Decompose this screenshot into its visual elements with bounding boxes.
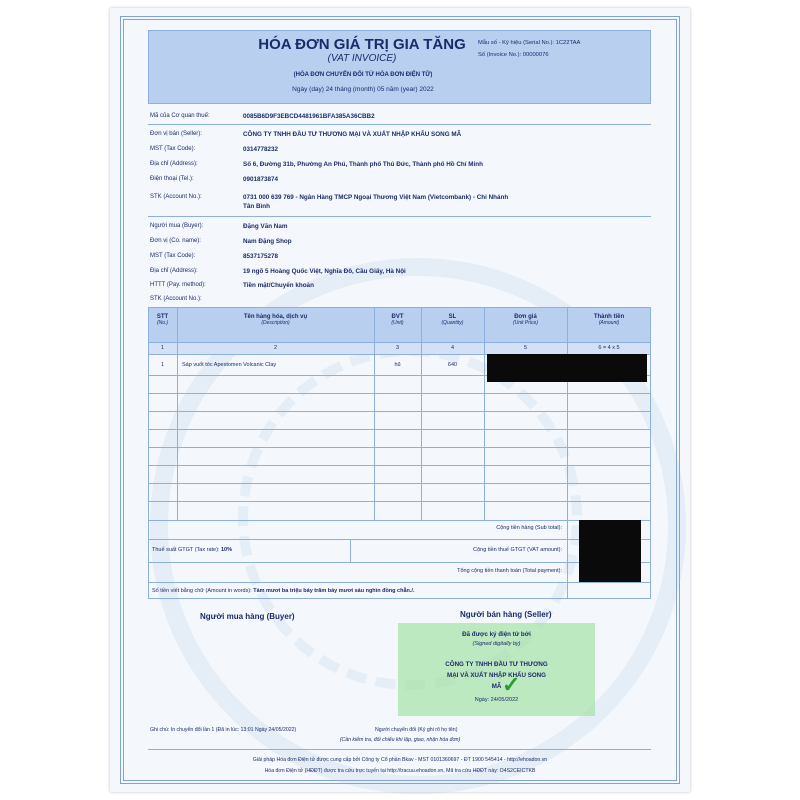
col-header-unit-price: [484, 314, 567, 326]
buyer-person-label: Người mua (Buyer):: [150, 223, 204, 229]
seller-account-line1: 0731 000 639 769 - Ngân Hàng TMCP Ngoại Thương Việt Nam (Vietcombank) - Chi Nhánh: [243, 194, 509, 201]
buyer-payment-label: HTTT (Pay. method):: [150, 282, 206, 288]
redacted-totals: [579, 520, 641, 582]
col-divider: [350, 539, 351, 562]
vat-rate-row: [152, 547, 352, 553]
col-header-unit: [374, 314, 421, 326]
col-divider: [567, 308, 568, 599]
vat-rate-label: Thuế suất GTGT (Tax rate):: [152, 547, 220, 553]
divider: [148, 124, 651, 125]
col-divider: [177, 308, 178, 520]
amount-in-words: Tám mươi ba triệu bảy trăm bảy mươi sáu nghìn đồng chẵn./.: [253, 588, 415, 594]
tax-authority-label: Mã của Cơ quan thuế:: [150, 113, 210, 119]
index-cell: 2: [273, 345, 278, 351]
buyer-person: Đặng Văn Nam: [243, 223, 288, 230]
signer-company-line3: MÃ: [491, 683, 502, 690]
signer-company-line1: CÔNG TY TNHH ĐẦU TƯ THƯƠNG: [445, 661, 548, 668]
invoice-title: HÓA ĐƠN GIÁ TRỊ GIA TĂNG: [258, 36, 466, 53]
signature-check-icon: ✓: [502, 672, 521, 697]
invoice-subtitle: (VAT INVOICE): [327, 53, 397, 64]
template-serial: Mẫu số - Ký hiệu (Serial No.): 1C22TAA: [478, 40, 581, 46]
amount-in-words-row: [152, 588, 648, 594]
sign-date: Ngày: 24/05/2022: [474, 697, 519, 703]
buyer-payment: Tiền mặt/Chuyển khoản: [243, 282, 314, 289]
redacted-price-amount: [487, 354, 647, 382]
col-header-quantity-vi: SL: [448, 314, 457, 320]
footer-line1: Giải pháp Hóa đơn Điện tử được cung cấp bởi Công ty Cổ phần Bkav - MST 0101360697 - ĐT 1900 545414 - http://ehoadon.vn: [252, 757, 548, 763]
row-divider: [148, 342, 651, 343]
col-divider: [484, 308, 485, 520]
col-header-description-vi: Tên hàng hóa, dịch vụ: [243, 314, 308, 320]
invoice-number: Số (Invoice No.): 00000076: [478, 52, 549, 58]
col-header-amount-en: (Amount): [598, 320, 620, 326]
item-unit: hũ: [394, 362, 401, 368]
buyer-company: Nam Đặng Shop: [243, 238, 292, 245]
buyer-address-label: Địa chỉ (Address):: [150, 268, 198, 274]
row-divider: [148, 520, 651, 521]
row-divider: [148, 447, 651, 448]
item-no: 1: [160, 362, 165, 368]
divider: [148, 216, 651, 217]
converter-note: Người chuyển đổi (Ký ghi rõ họ tên): [375, 727, 458, 733]
col-header-unit-en: (Unit): [391, 320, 404, 326]
seller-address: Số 6, Đường 31b, Phường An Phú, Thành phố Thủ Đức, Thành phố Hồ Chí Minh: [243, 161, 483, 168]
index-cell: 5: [523, 345, 528, 351]
item-quantity: 640: [447, 362, 458, 368]
vat-rate-value: 10%: [220, 547, 232, 553]
row-divider: [148, 539, 651, 540]
divider: [148, 749, 651, 750]
seller-address-label: Địa chỉ (Address):: [150, 161, 198, 167]
col-header-unit-vi: ĐVT: [391, 314, 404, 320]
seller-tax-code: 0314778232: [243, 146, 279, 153]
total-payment-label: Tổng cộng tiền thanh toán (Total payment):: [457, 568, 562, 574]
subtotal-label: Cộng tiền hàng (Sub total):: [496, 525, 562, 531]
row-divider: [148, 501, 651, 502]
seller-phone-label: Điện thoại (Tel.):: [150, 176, 194, 182]
seller-name: CÔNG TY TNHH ĐẦU TƯ THƯƠNG MẠI VÀ XUẤT NHẬP KHẨU SONG MÃ: [243, 131, 462, 138]
seller-tax-label: MST (Tax Code):: [150, 146, 196, 152]
invoice-date: Ngày (day) 24 tháng (month) 05 năm (year) 2022: [292, 86, 434, 93]
buyer-address: 19 ngõ 5 Hoàng Quốc Việt, Nghĩa Đô, Cầu Giấy, Hà Nội: [243, 268, 406, 275]
signed-digitally-vi: Đã được ký điện tử bởi: [462, 631, 531, 638]
col-header-quantity: [421, 314, 484, 326]
col-header-no-vi: STT: [156, 314, 169, 320]
signer-company-line2: MẠI VÀ XUẤT NHẬP KHẨU SONG: [447, 672, 546, 679]
row-divider: [148, 483, 651, 484]
seller-signature-label: Người bán hàng (Seller): [460, 610, 552, 619]
conversion-note: (HÓA ĐƠN CHUYỂN ĐỔI TỪ HÓA ĐƠN ĐIỆN TỬ): [293, 72, 433, 78]
check-note: (Cần kiểm tra, đối chiếu khi lập, giao, nhận hóa đơn): [339, 737, 461, 743]
row-divider: [148, 582, 651, 583]
footer-line2: Hóa đơn Điện tử (HĐĐT) được tra cứu trực tuyến tại http://tracuu.ehoadon.vn, Mã tra cứu HĐĐT này: O4S2CEICTKB: [264, 768, 536, 774]
buyer-tax-label: MST (Tax Code):: [150, 253, 196, 259]
buyer-account-label: STK (Account No.):: [150, 296, 202, 302]
seller-account-line2: Tân Bình: [243, 203, 270, 210]
col-header-description: [177, 314, 374, 326]
index-cell: 1: [160, 345, 165, 351]
item-description: Sáp vuốt tóc Apestomen Volcanic Clay: [182, 362, 277, 368]
buyer-tax-code: 8537175278: [243, 253, 279, 260]
seller-account-label: STK (Account No.):: [150, 194, 202, 200]
col-header-amount: [567, 314, 651, 326]
amount-in-words-label: Số tiền viết bằng chữ (Amount in words):: [152, 588, 252, 594]
col-header-no-en: (No.): [156, 320, 169, 326]
index-cell: 4: [450, 345, 455, 351]
row-divider: [148, 562, 651, 563]
seller-phone: 0901873874: [243, 176, 279, 183]
col-header-no: [148, 314, 177, 326]
row-divider: [148, 411, 651, 412]
index-cell: 3: [395, 345, 400, 351]
buyer-signature-label: Người mua hàng (Buyer): [200, 612, 295, 621]
print-note: Ghi chú: In chuyển đổi lần 1 (Đã in lúc: 13:01 Ngày 24/05/2022): [150, 727, 297, 733]
col-divider: [421, 308, 422, 520]
col-header-amount-vi: Thành tiền: [593, 314, 625, 320]
col-header-quantity-en: (Quantity): [441, 320, 464, 326]
row-divider: [148, 429, 651, 430]
vat-amount-label: Cộng tiền thuế GTGT (VAT amount):: [473, 547, 562, 553]
col-header-unit-price-en: (Unit Price): [512, 320, 538, 326]
col-header-description-en: (Description): [261, 320, 290, 326]
col-header-unit-price-vi: Đơn giá: [514, 314, 537, 320]
col-divider: [374, 308, 375, 520]
seller-name-label: Đơn vị bán (Seller):: [150, 131, 202, 137]
index-cell: 6 = 4 x 5: [598, 345, 620, 351]
tax-authority-code: 0085B6D9F3EBCD4481961BFA385A36CBB2: [243, 113, 375, 120]
row-divider: [148, 393, 651, 394]
row-divider: [148, 465, 651, 466]
signed-digitally-en: (Signed digitally by): [472, 641, 521, 647]
buyer-company-label: Đơn vị (Co. name):: [150, 238, 201, 244]
